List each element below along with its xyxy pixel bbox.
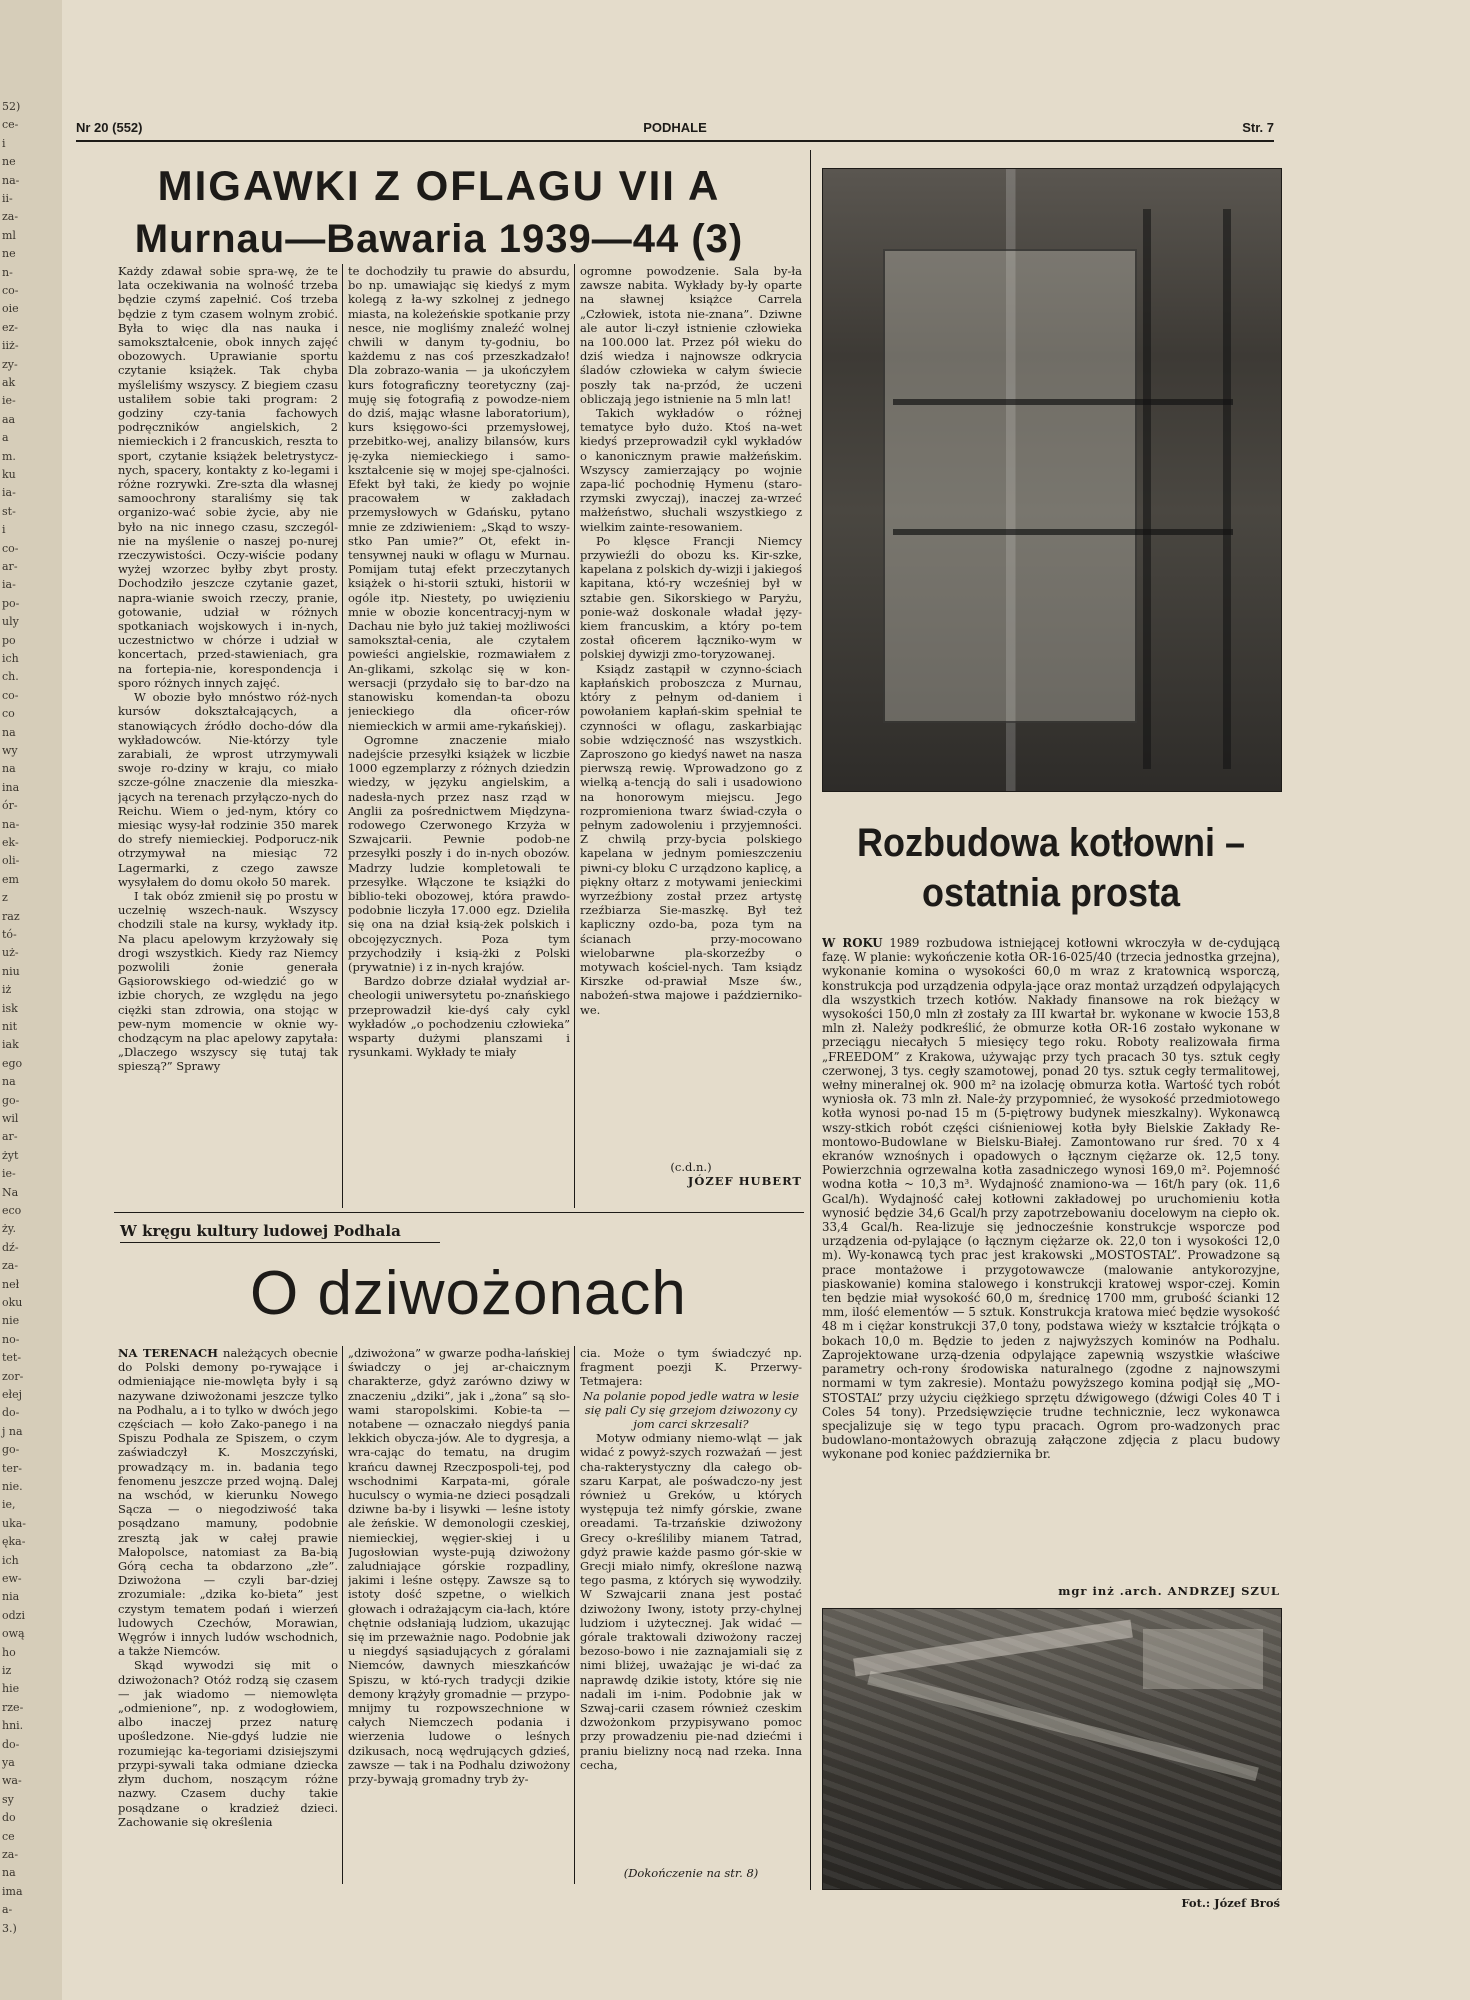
paragraph: Ksiądz zastąpił w czynno-ściach kapłańskich proboszcza z Murnau, który z pełnym od-daniem i powołaniem kapłań-skim spełniał te czynności w oflagu, zaskarbiając sobie wdzięczność nas wszystkich. Zaproszono go kiedyś nawet na nasza pierwszą rewię. Wprowadzono go z wielką a-tencją do sali i usadowiono na honorowym miejscu. Jego rozpromieniona twarz świad-czyła o pełnym zadowoleniu i przyjemności. Z chwilą przy-bycia polskiego kapelana w jednym pomieszczeniu piwni-cy bloku C urządzono kaplicę, a piękny ołtarz z motywami jenieckimi wyrzeźbiony został przez artystę rzeźbiarza Sie-maszkę. Był też kapliczny ozdo-ba, poza tym na ścianach przy-mocowano wielobarwne pla-skorzeźby o motywach kościel-nych. Tam ksiądz Kirszke od-prawiał Msze św., nabożeń-stwa majowe i październiko-we.	[580, 661, 802, 1017]
strip-fragment: za-	[2, 210, 19, 224]
paragraph: Bardzo dobrze działał wydział ar-cheologii uniwersytetu po-znańskiego przeprowadził kie-dyś cały cykl wykładów „o pochodzeniu człowieka” wsparty dużymi planszami i rysunkami. Wykłady te miały	[348, 974, 570, 1060]
strip-fragment: no-	[2, 1332, 20, 1346]
strip-fragment: za-	[2, 1848, 19, 1861]
strip-fragment: em	[2, 872, 19, 886]
strip-fragment: na	[2, 725, 16, 739]
page-number: Str. 7	[1242, 120, 1274, 135]
strip-fragment: go-	[2, 1443, 20, 1457]
strip-fragment: ar-	[2, 560, 18, 573]
strip-fragment: za-	[2, 1259, 19, 1273]
photo-beam	[893, 529, 1233, 535]
strip-fragment: ego	[2, 1056, 23, 1070]
article1-subtitle: Murnau—Bawaria 1939—44 (3)	[134, 217, 744, 261]
strip-fragment: zor-	[2, 1369, 24, 1383]
paper-name: PODHALE	[643, 120, 707, 135]
strip-fragment: Na	[2, 1185, 19, 1199]
boiler-house-photo	[822, 168, 1282, 792]
paragraph: Każdy zdawał sobie spra-wę, że te lata oczekiwania na wolność trzeba będzie czymś zapełnić. Coś trzeba będzie z tym czasem wolnym zrobić. Była to więc dla nas nauka i samokształcenie, obok innych zajęć obozowych. Uprawianie sportu czytanie książek. Tak chyba myśleliśmy wszyscy. Z biegiem czasu ustaliłem sobie taki program: 2 godziny czy-tania fachowych podręczników angielskich, 2 niemieckich i 2 francuskich, reszta to sport, czytanie książek beletrystycz-nych, spacery, kontakty z ko-legami i różne rozrywki. Zre-szta dla własnej samoochrony staraliśmy się tak organizo-wać sobie życie, aby nie było na nic innego czasu, szczegól-nie na myślenie o naszej po-nurej rzeczywistości. Oczy-wiście podany wyżej wzorzec byłby zbyt prosty. Dochodziło jeszcze czytanie gazet, napra-wianie swoich rzeczy, pranie, gotowanie, udział w różnych spotkaniach wojskowych i in-nych, uczestnictwo w chórze i udział w koncertach, przed-stawieniach, gra na fortepia-nie, korespondencja i sporo różnych innych zajęć.	[118, 264, 338, 690]
strip-fragment: a-	[2, 1903, 13, 1917]
strip-fragment: co-	[2, 688, 19, 702]
strip-fragment: co	[2, 707, 15, 721]
strip-fragment: ii-	[2, 192, 13, 205]
article2-title	[845, 818, 1257, 918]
strip-fragment: a	[2, 431, 9, 445]
strip-fragment: ce-	[2, 118, 19, 132]
adjacent-page-strip	[0, 0, 64, 2000]
article3-column-2	[348, 1346, 570, 1886]
paragraph: ogromne powodzenie. Sala by-ła zawsze nabita. Wykłady by-ły oparte na sławnej książce Carrela „Człowiek, istota nie-znana”. Dziwne ale autor li-czył istnienie człowieka na 100.000 lat. Przez pół wieku do dziś wiedza i najnowsze odkrycia śladów człowieka w całym świecie poszły tak na-przód, że uczeni obliczają jego istnienie na 5 mln lat!	[580, 264, 802, 406]
article3-footer	[580, 1866, 802, 1884]
strip-fragment: po-	[2, 596, 20, 610]
strip-fragment: do-	[2, 1406, 20, 1420]
strip-fragment: ową	[2, 1627, 25, 1641]
strip-fragment: ak	[2, 376, 16, 389]
strip-fragment: m.	[2, 449, 16, 463]
article2-author: mgr inż .arch. ANDRZEJ SZUL	[1058, 1584, 1280, 1598]
paragraph: te dochodziły tu prawie do absurdu, bo np. umawiając się kiedyś z mym kolegą z ła-wy szkolnej z jednego miasta, na koleżeńskie spotkanie przy nesce, nie mogliśmy znaleźć wolnej chwili w danym ty-godniu, bo każdemu z nas coś przeszkadzało! Dla zobrazo-wania — ja ukończyłem kurs fotograficzny teoretyczny (zaj-muję się fotografią z powodze-niem do dziś, mając własne laboratorium), kurs księgowo-ści przemysłowej, przebitko-wej, analizy bilansów, kurs ję-zyka niemieckiego i samo-kształcenie się w mojej spe-cjalności. Efekt był taki, że kiedy po wojnie pracowałem w zakładach przemysłowych w Gdańsku, pytano mnie ze zdziwieniem: „Skąd to wszy-stko Pan umie?” Ot, efekt in-tensywnej nauki w oflagu w Murnau. Pomijam tutaj efekt przeczytanych książek o hi-storii sztuki, historii w ogóle itp. Niestety, po uwięzieniu mnie w obozie koncentracyj-nym w Dachau nie było już takiej możliwości samokształ-cenia, ale czytałem powieści angielskie, rozmawiałem z An-glikami, szkoląc się w kon-wersacji (przydało się to bar-dzo na stanowisku komendan-ta obozu jenieckiego dla oficer-rów niemieckich w armii ame-rykańskiej).	[348, 264, 570, 733]
strip-fragment: niu	[2, 964, 20, 978]
strip-fragment: ima	[2, 1884, 23, 1898]
column-rule	[574, 1346, 575, 1884]
strip-fragment: do-	[2, 1737, 20, 1751]
strip-fragment: eco	[2, 1204, 22, 1217]
strip-fragment: go-	[2, 1093, 20, 1107]
article2-signature	[822, 1584, 1280, 1602]
article3-column-1	[118, 1346, 338, 1886]
strip-fragment: iz	[2, 1664, 12, 1677]
strip-fragment: ży.	[2, 1222, 17, 1236]
section-rule	[114, 1212, 804, 1213]
strip-fragment: co-	[2, 541, 19, 555]
section-rule	[810, 150, 811, 1890]
photo-beam	[893, 399, 1233, 405]
strip-fragment: iak	[2, 1038, 19, 1052]
photo-column	[1143, 209, 1151, 769]
strip-fragment: ter-	[2, 1461, 22, 1475]
strip-fragment: wy	[2, 744, 18, 757]
article1-author: JÓZEF HUBERT	[687, 1174, 802, 1189]
photo-building	[1143, 1629, 1263, 1689]
strip-fragment: 3.)	[2, 1921, 17, 1935]
article1-column-1	[118, 264, 338, 1214]
strip-fragment: ek-	[2, 836, 19, 849]
strip-fragment: uka-	[2, 1516, 27, 1530]
article3-text: należących obecnie do Polski demony po-rywające i odmieniające nie-mowlęta były i są nazywane dziwożonami jeszcze tylko na Podhalu, a i to tylko w dwóch jego częściach — koło Zako-panego i na Spiszu Podhala ze Spiszem, o czym zaświadczył K. Moszczyński, prowadzący m. in. badania tego fenomenu jeszcze przed wojną. Dalej na wschód, w kierunku Nowego Sącza — o niegodziwość taka posądzano mamuny, podobnie zresztą jak w całej prawie Małopolsce, natomiast za Ba-bią Górą cecha ta obdarzono „złe”. Dziwożona — czyli bar-dziej zrozumiale: „dzika ko-bieta” jest czystym tematem podań i wierzeń ludowych Czechów, Morawian, Węgrów i innych ludów wschodnich, a także Niemców.	[118, 1346, 338, 1659]
strip-fragment: nie.	[2, 1480, 23, 1493]
article2-lead: W ROKU	[822, 936, 883, 950]
issue-number: Nr 20 (552)	[76, 120, 143, 135]
strip-fragment: ku	[2, 468, 16, 481]
strip-fragment: ór-	[2, 799, 18, 813]
article1-footer	[580, 1160, 802, 1220]
photo-credit: Fot.: Józef Broś	[1181, 1896, 1280, 1910]
article1-column-2	[348, 264, 570, 1214]
continued-note: (Dokończenie na str. 8)	[623, 1866, 759, 1880]
strip-fragment: isk	[2, 1001, 18, 1015]
paragraph	[822, 936, 1280, 1462]
strip-fragment: neł	[2, 1277, 20, 1291]
article3-column-3	[580, 1346, 802, 1866]
strip-fragment: sy	[2, 1792, 14, 1806]
strip-fragment: odzi	[2, 1608, 25, 1622]
strip-fragment: na-	[2, 817, 20, 831]
column-rule	[342, 1346, 343, 1884]
article2-title-line: Rozbudowa kotłowni –	[857, 821, 1245, 865]
paragraph: W obozie było mnóstwo róż-nych kursów dokształcających, a stanowiących źródło docho-dów dla wykładowców. Nie-którzy tyle zarabiali, że wprost utrzymywali swoje ro-dziny w kraju, co miało szcze-gólne znaczenie dla mieszka-jących na terenach przyłączo-nych do Reichu. Wiem o jed-nym, który co miesiąc wysy-łał rodzinie 350 marek do strefy niemieckiej. Podporucz-nik otrzymywał na miesiąc 72 Lagermarki, z czego zawsze wysyłałem do domu około 50 marek.	[118, 690, 338, 889]
strip-fragment: zy-	[2, 357, 18, 371]
strip-fragment: wa-	[2, 1774, 22, 1788]
strip-fragment: n-	[2, 265, 13, 279]
paragraph: Ogromne znaczenie miało nadejście przesyłki książek w liczbie 1000 egzemplarzy z różnych dziedzin wiedzy, w języku angielskim, a nadesła-nych przez nasz rząd w Anglii za pośrednictwem Międzyna-rodowego Czerwonego Krzyża w Szwajcarii. Pewnie podob-ne przesyłki poszły i do in-nych obozów. Madrzy ludzie kompletowali te przesyłke. Włączone te książki do biblio-teki obozowej, która prawdo-podobnie liczyła 17.000 egz. Dzieliła się ona na dział ksią-żek polskich i obcojęzycznych. Poza tym przychodziły i ksią-żki z Polski (prywatnie) i z in-nych krajów.	[348, 732, 570, 974]
strip-fragment: ne	[2, 247, 16, 261]
article1-title: MIGAWKI Z OFLAGU VII A	[157, 162, 721, 209]
strip-fragment: ew-	[2, 1572, 22, 1585]
strip-fragment: ar-	[2, 1130, 18, 1144]
paragraph: Takich wykładów o różnej tematyce było dużo. Ktoś na-wet kiedyś przeprowadził cykl wykładów o kanonicznym prawie małżeńskim. Wszyscy zamierzający po wojnie zapa-lić pochodnię Hymenu (staro-rzymski zwyczaj), inaczej za-wrzeć małżeństwo, słuchali wszystkiego z wielkim zainte-resowaniem.	[580, 406, 802, 534]
strip-fragment: na-	[2, 173, 20, 187]
strip-fragment: żyt	[2, 1148, 19, 1162]
strip-fragment: uż-	[2, 946, 19, 960]
strip-fragment: na	[2, 1075, 16, 1089]
paragraph: Po klęsce Francji Niemcy przywieźli do obozu ks. Kir-szke, kapelana z polskich dy-wizji i jakiegoś kapitana, któ-ry wcześniej był w sztabie gen. Sikorskiego w Paryżu, ponie-waż doskonale władał języ-kiem francuskim, a który po-tem został oficerem łączniko-wym w polskiej dywizji zmo-toryzowanej.	[580, 533, 802, 662]
strip-fragment: ch.	[2, 670, 19, 684]
strip-fragment: oie	[2, 302, 19, 316]
strip-fragment: ce	[2, 1829, 15, 1843]
strip-fragment: ełej	[2, 1388, 22, 1401]
strip-fragment: do	[2, 1811, 16, 1825]
strip-fragment: st-	[2, 504, 16, 518]
paragraph: cia. Może o tym świadczyć np. fragment poezji K. Przerwy-Tetmajera:	[580, 1346, 802, 1389]
strip-fragment: i	[2, 136, 6, 150]
strip-fragment: ez-	[2, 320, 19, 334]
strip-fragment: iiż-	[2, 339, 19, 353]
paragraph: Motyw odmiany niemo-wląt — jak widać z powyż-szych rozważań — jest cha-rakterystyczny dla całego ob-szaru Karpat, ale pośwadczo-ny jest również u Greków, u których występuja też nimfy górskie, zwane oreadami. Ta-trzańskie dziwożony Grecy o-kreśliliby mianem Tatrad, gdyż prawie każde pasmo gór-skie w Grecji miało nimfy, określone nazwą tego pasma, z których się wywodziły. W Szwajcarii znana jest postać dziwożony Iwony, istoty przy-chylnej ludziom i użytecznej. Jak widać — górale traktowali dziwożony raczej bezoso-bowo i nie zaznajamiali się z nimi bliżej, uważając je wi-dać za naprawdę dzikie istoty, które się nie nadali im i-nim. Podobnie jak w Szwaj-carii czasem również czeskim dzwożonkom przypisywano pomoc przy prowadzeniu pie-nad dziećmi i praniu bielizny nocą nad rzeka. Inna cecha,	[580, 1431, 802, 1772]
page-header	[76, 116, 1274, 142]
strip-fragment: ia-	[2, 486, 16, 500]
paragraph: „dziwożona” w gwarze podha-lańskiej świadczy o jej ar-chaicznym charakterze, gdyż zarówno dziwy w znaczeniu „dziki”, jak i „żona” są sło-wami staropolskimi. Kobie-ta — notabene — oznaczało niegdyś pania lekkich obycza-jów. Ale to dygresja, a wra-cając do tematu, na drugim krańcu dawnej Rzeczpospoli-tej, pod wschodnimi Karpata-mi, górale huculscy o wymia-ne dzieci posądzali dziwne ba-by i lisywki — leśne istoty ale żeńskie. W demonologii czeskiej, niemieckiej, węgier-skiej i u Jugosłowian wyste-pują dziwożony zaludniające górskie rozpadliny, jakimi i leśne ostępy. Zawsze są to istoty dość szpetne, o wielkich głowach i odrażającym cia-łach, które chętnie odsłaniają ludziom, ukazując się im przeważnie nago. Podobnie jak u niegdyś sąsiadujących z góralami Niemców, dawnych mieszkańców Spiszu, w któ-rych tradycji dzikie demony krążyły gromadnie — przypo-mnijmy tu rozpowszechnione w całych Niemczech podania i wierzenia ludowe o leśnych dzikusach, nocą wędrujących gdzieś, zawsze — tak i na Podhalu dziwożony przy-bywają gromadny tryb ży-	[348, 1346, 570, 1787]
photo-structure	[883, 249, 1137, 723]
article3-kicker: W kręgu kultury ludowej Podhala	[120, 1222, 440, 1243]
strip-fragment: iż	[2, 983, 12, 997]
strip-fragment: hni.	[2, 1719, 24, 1733]
strip-fragment: ya	[2, 1756, 15, 1769]
strip-fragment: tet-	[2, 1351, 22, 1365]
strip-fragment: oli-	[2, 854, 20, 868]
strip-fragment: nia	[2, 1590, 20, 1604]
photo-column	[1223, 209, 1231, 769]
strip-fragment: ie-	[2, 394, 16, 408]
strip-fragment: raz	[2, 909, 20, 923]
article1-column-3	[580, 264, 802, 1214]
strip-fragment: j na	[2, 1424, 23, 1438]
strip-fragment: ich	[2, 1553, 19, 1567]
article2-body	[822, 936, 1280, 1516]
strip-fragment: po	[2, 633, 16, 647]
column-rule	[342, 264, 343, 1208]
strip-fragment: ie-	[2, 1167, 16, 1181]
strip-fragment: wil	[2, 1112, 19, 1125]
construction-site-photo	[822, 1608, 1282, 1890]
strip-fragment: ina	[2, 780, 20, 794]
strip-fragment: i	[2, 523, 6, 537]
paragraph: Skąd wywodzi się mit o dziwożonach? Otóż rodzą się czasem — jak wiadomo — niemowlęta „odmienione”, np. z wodogłowiem, albo inaczej przez naturę upośledzone. Nie-gdyś ludzie nie rozumiejąc ka-tegoriami dzisiejszymi przypi-sywali taka odmiane dzieckа złym duchom, noszącym różne nazwy. Czasem duchy takie posądzane o kradzież dzieci. Zachowanie się określenia	[118, 1658, 338, 1829]
article2-title-line: ostatnia prosta	[921, 871, 1181, 915]
strip-fragment: ho	[2, 1645, 16, 1659]
continued-note: (c.d.n.)	[670, 1160, 712, 1174]
strip-fragment: na	[2, 762, 16, 776]
article2-text: 1989 rozbudowa istniejącej kotłowni wkroczyła w de-cydującą fazę. W planie: wykończenie kotła OR-16-025/40 (trzecia jednostka grzejna), wykonanie komina o wysokości 60,0 m wraz z kratownicą wsporczą, konstrukcja pod urządzenia odpyla-jące oraz montaż urządzeń odpylających dla wszystkich trzech kotłów. Nakłady finansowe na rok bieżący w wysokości 150,0 mln zł zostały za III kwartał br. wykonane w kwocie 153,8 mln zł. Należy podkreślić, że obmurze kotła OR-16 zostało wykonane w przeciągu niecałych 5 miesięcy tego roku. Roboty realizowała firma „FREEDOM” z Krakowa, używając przy tych pracach 30 tys. sztuk cegły czerwonej, 3 tys. cegły szamotowej, ponad 20 tys. sztuk cegły termalitowej, wełny mineralnej ok. 900 m² na izolację obmurza kotła. Wartość tych robót wyniosła ok. 73 mln zł. Nale-ży przypomnieć, że wysokość przedmiotowego kotła wynosi po-nad 15 m (5-piętrowy budynek mieszkalny). Wykonawcą wszy-stkich robót części ciśnieniowej kotła były Bielskie Zakłady Re-montowo-Budowlane w Bielsku-Białej. Zamontowano rur śred. 70 x 4 ekranów wznośnych i opadowych o łącznym ciężarze ok. 12,5 tony. Powierzchnia ogrzewalna kotła zasadniczego wynosi 169,0 m². Pojemność wodna kotła ~ 10,3 m³. Wydajność znamiono-wa — 16t/h pary (ok. 11,6 Gcal/h). Wydajność całej kotłowni zakładowej po uruchomieniu kotła wynosić będzie 34,6 Gcal/h przy zapotrzebowaniu docelowym na ciepło ok. 33,4 Gcal/h. Rea-lizuje się jednocześnie konstrukcje wsporcze pod urządzenia od-pylające (o łącznym ciężarze ok. 22,0 ton i wysokości 12,0 m). Wy-konawcą tych prac jest krakowski „MOSTOSTAL”. Prowadzone są prace montażowe i przygotowawcze (malowanie antykorozyjne, piaskowanie) komina stalowego i konstrukcji kratowej wspor-czej. Komin ten będzie miał wysokość 60,0 m, średnicę 1700 mm, grubość ścianki 12 mm, ilość elementów — 5 sztuk. Konstrukcja kratowa mieć będzie wysokość 48 m i ciężar konstrukcji 37,0 tony, podstawa wieży w kształcie trójkąta o bokach 10,0 m. Będzie to jeden z najwyższych kominów na Podhalu. Zaprojektowane urzą-dzenia odpylające zapewnią wszystkie właściwe parametry och-rony środowiska naturalnego (zgodne z najnowszymi normami w tym zakresie). Montażu powyższego komina podjął się „MO-STOSTAL” przy użyciu ciężkiego sprzętu dźwigowego (dźwigi Coles 40 T i Coles 54 tony). Przedsięwzięcie trudne technicznie, lecz wykonawca specjalizuje się w tego typu pracach. Ogrom pro-wadzonych prac budowlano-montażowych obrazują załączone zdjęcia z placu budowy wykonane pod koniec października br.	[822, 936, 1280, 1462]
column-rule	[574, 264, 575, 1208]
strip-fragment: dź-	[2, 1240, 19, 1254]
strip-fragment: rze-	[2, 1700, 24, 1714]
strip-fragment: uly	[2, 615, 19, 629]
paragraph	[118, 1346, 338, 1658]
article3-title: O dziwożonach	[250, 1259, 687, 1328]
strip-fragment: co-	[2, 284, 19, 297]
strip-fragment: ie,	[2, 1498, 16, 1512]
strip-fragment: tó-	[2, 928, 17, 941]
strip-fragment: ęka-	[2, 1535, 26, 1549]
strip-fragment: oku	[2, 1296, 23, 1309]
strip-fragment: nit	[2, 1020, 18, 1033]
strip-fragment: 52)	[2, 100, 21, 113]
paragraph: I tak obóz zmienił się po prostu w uczelnię wszech-nauk. Wszyscy chodzili stale na kursy, wykłady itp. Na placu apelowym krzyżowały się drogi wszystkich. Kiedy raz Niemcy pozwolili żonie generała Gąsiorowskiego od-wiedzić go w izbie chorych, ze względu na jego ciężki stan zdrowia, ona stojąc w pew-nym momencie w oknie wy-chodzącym na plac apelowy zapytała: „Dlaczego wszyscy się tutaj tak spieszą?” Sprawy	[118, 888, 338, 1074]
strip-fragment: ich	[2, 652, 19, 665]
photo-pipe	[853, 1620, 1133, 1677]
article3-lead: NA TERENACH	[118, 1346, 218, 1360]
strip-fragment: aa	[2, 412, 16, 426]
strip-fragment: na	[2, 1866, 16, 1880]
strip-fragment: hie	[2, 1682, 20, 1696]
strip-fragment: z	[2, 891, 8, 905]
strip-fragment: ne	[2, 155, 16, 169]
strip-fragment: nie	[2, 1314, 20, 1328]
strip-fragment: ia-	[2, 578, 16, 592]
strip-fragment: ml	[2, 228, 16, 242]
poem-quote: Na polanie popod jedle watra w lesie się pali Cy się grzejom dziwozony cy jom carci skrzesali?	[582, 1388, 800, 1432]
